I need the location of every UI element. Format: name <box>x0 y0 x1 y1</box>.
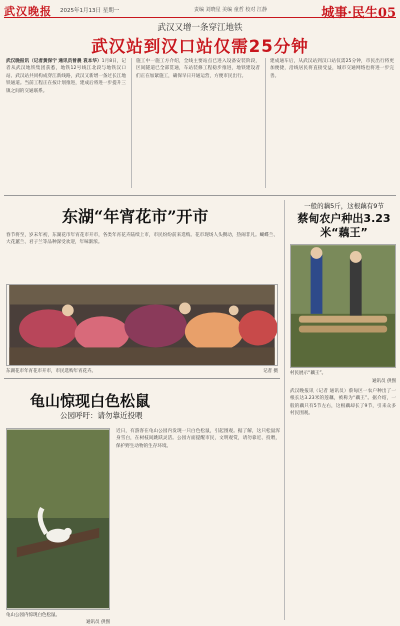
lotus-body <box>290 388 396 620</box>
lotus-credit: 通讯员 供图 <box>372 379 396 384</box>
lotus-root-photo <box>290 244 396 368</box>
flower-market-photo <box>6 284 278 366</box>
lead-headline: 武汉站到汉口站仅需25分钟 <box>91 37 309 56</box>
squirrel-headline: 龟山惊现白色松鼠 <box>30 392 151 410</box>
squirrel-caption: 龟山公园内惊现白色松鼠。 <box>6 613 60 618</box>
lotus-kicker: 一般的藕5斤，这根藕有9节 <box>304 202 384 210</box>
lotus-headline: 蔡甸农户种出3.23米“藕王” <box>297 212 391 239</box>
publication-date: 2025年1月13日 星期一 <box>60 8 120 14</box>
lead-text-2: 施工中一施工方介绍，全线主要站点已进入设备安装阶段，区间隧道已全部贯通，车站装修工程稳步推进，地铁建设者们正在加紧施工，确保早日开通运营，方便市民出行。 <box>136 59 260 79</box>
squirrel-text: 近日，有游客在龟山公园内发现一只白色松鼠，引起围观。据了解，这只松鼠浑身雪白，在树枝间跳跃灵活。公园方面提醒市民，文明观赏，请勿靠近、投喂，保护野生动物的生存环境。 <box>116 429 280 449</box>
flower-market-caption: 东湖花市年宵花市开市，市民选购年宵花卉。 <box>6 369 96 374</box>
section-divider <box>4 195 396 196</box>
lotus-text: 武汉晚报讯（记者 通讯员）蔡甸区一农户种出了一根长达3.23米的莲藕，被称为“藕王”。据介绍，一般的藕只有5节左右，这根藕却长了9节，引来众多村民围观。 <box>290 389 396 417</box>
lead-text-3: 建成通车后，从武汉站到汉口站仅需25分钟，市民出行将更加便捷，沿线居民将直接受益，城市交通网络也将进一步完善。 <box>270 59 394 79</box>
editor-credits: 责编 刘晓星 美编 童哲 校对 江静 <box>194 7 267 13</box>
column-rule <box>265 58 266 188</box>
lead-text-1: 1月8日，记者从武汉地铁集团获悉，地铁12号线江北段与地铁汉口站、武汉站共同构成穿江新线路，武汉又新增一条过长江地铁通道。当前工程正在按计划推进，建成后将进一步提升三镇之间的交通联系。 <box>6 59 126 94</box>
column-rule <box>131 58 132 188</box>
section-title: 城事·民生05 <box>321 6 396 21</box>
masthead: 武汉晚报 <box>4 5 52 18</box>
page-header <box>4 3 396 21</box>
lead-byline: 武汉晚报讯（记者黄保宁 通讯员曾晨 袁本华） <box>6 59 102 64</box>
flower-market-text: 春节将至，岁末年初，东湖花市年宵花市开市，各类年宵花卉陆续上市，市民纷纷前来选购。花市现场人头攒动，热闹非凡。蝴蝶兰、大花蕙兰、君子兰等品种深受欢迎，年味渐浓。 <box>6 233 278 246</box>
squirrel-subhead: 公园呼吁：请勿靠近投喂 <box>60 411 143 420</box>
flower-market-credit: 记者 摄 <box>263 369 278 374</box>
lead-column-3 <box>270 58 394 190</box>
column-rule <box>284 200 285 620</box>
section-divider <box>4 378 280 379</box>
flower-market-body <box>6 232 278 282</box>
squirrel-body <box>116 428 280 622</box>
lotus-caption: 村民展示“藕王”。 <box>290 371 327 376</box>
lead-column-1 <box>6 58 126 190</box>
lead-kicker: 武汉又增一条穿江地铁 <box>157 23 243 33</box>
flower-market-headline: 东湖“年宵花市”开市 <box>62 207 209 226</box>
squirrel-photo <box>6 428 110 610</box>
lead-column-2 <box>136 58 260 190</box>
squirrel-credit: 通讯员 供图 <box>86 620 110 625</box>
